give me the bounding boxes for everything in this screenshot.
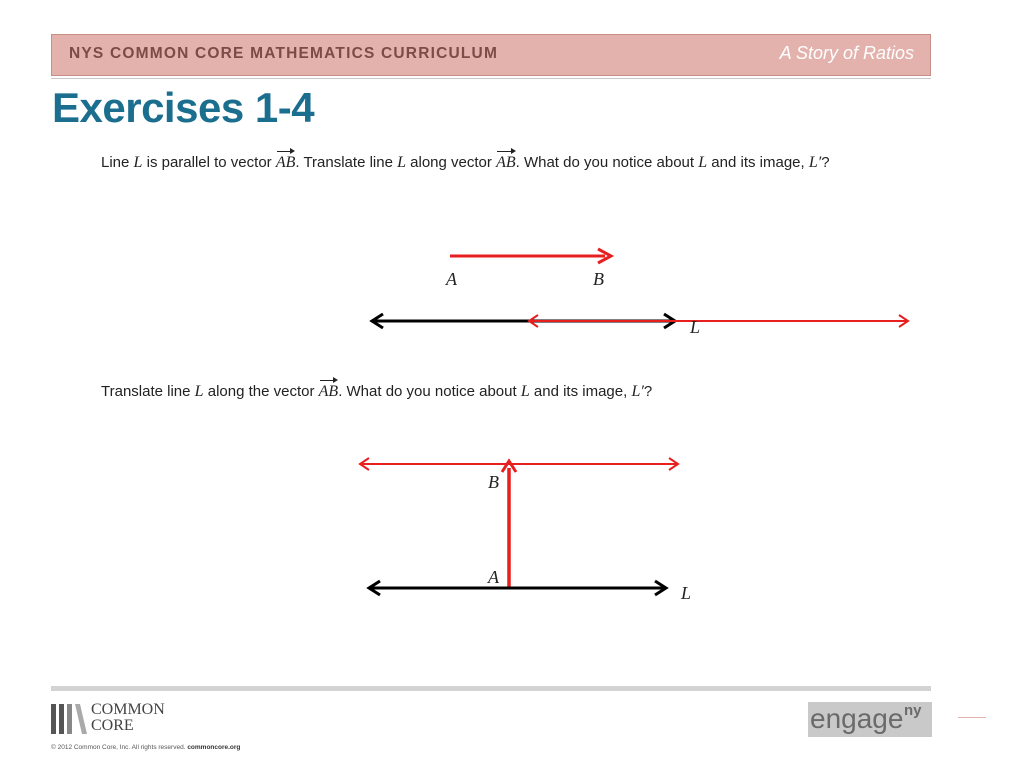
image-line-l-prime [360, 458, 678, 470]
image-line-l-prime [529, 315, 908, 327]
exercise-1-prompt: Line L is parallel to vector AB. Translate line L along vector AB. What do you notice about L and its image, L′? [101, 150, 901, 175]
point-a-label: A [488, 567, 499, 587]
copyright-notice: © 2012 Common Core, Inc. All rights reserved. commoncore.org [51, 744, 241, 751]
line-l-label: L [681, 583, 692, 603]
point-a-label: A [446, 269, 457, 289]
exercise-1-diagram [372, 249, 908, 337]
line-l-label: L [690, 317, 701, 337]
exercise-2-diagram [360, 458, 691, 603]
engageny-logo: engage ny [808, 702, 932, 737]
point-b-label: B [488, 472, 499, 492]
curriculum-name: NYS COMMON CORE MATHEMATICS CURRICULUM [69, 45, 499, 62]
common-core-logo-icon [51, 704, 87, 734]
copyright-link[interactable]: commoncore.org [187, 744, 241, 751]
exercise-2-prompt: Translate line L along the vector AB. What do you notice about L and its image, L′? [101, 379, 901, 404]
line-l [369, 581, 666, 595]
point-b-label: B [593, 269, 604, 289]
vector-ab [502, 461, 516, 588]
page-title: Exercises 1-4 [52, 84, 315, 131]
vector-ab [450, 249, 611, 263]
common-core-logo-text: COMMON CORE [91, 701, 165, 734]
footer-divider [51, 686, 931, 691]
corner-accent [958, 717, 986, 718]
module-name: A Story of Ratios [779, 43, 914, 63]
